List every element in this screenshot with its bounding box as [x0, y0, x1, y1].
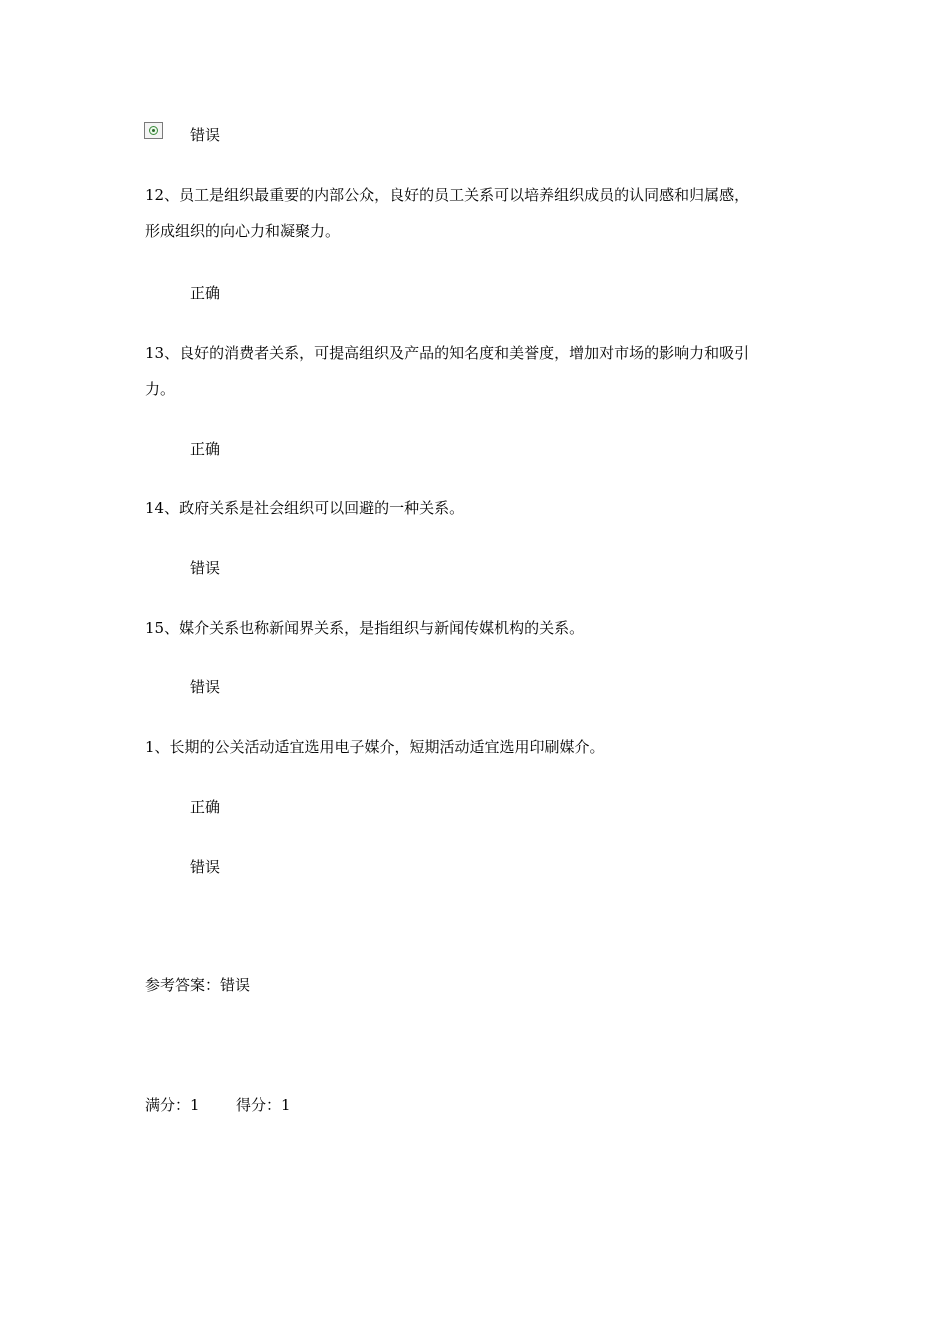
radio-dot — [152, 129, 155, 132]
radio-selected-icon[interactable] — [144, 122, 163, 139]
question-12-line-2: 形成组织的向心力和凝聚力。 — [145, 222, 341, 240]
question-13-line-2: 力。 — [145, 380, 176, 398]
question-1-option-correct[interactable]: 正确 — [190, 798, 221, 816]
question-1-option-incorrect[interactable]: 错误 — [190, 858, 221, 876]
question-12-line-1: 12、员工是组织最重要的内部公众，良好的员工关系可以培养组织成员的认同感和归属感， — [145, 186, 750, 204]
reference-answer: 参考答案：错误 — [145, 976, 251, 994]
full-score: 满分：1 — [145, 1096, 200, 1114]
question-14-option[interactable]: 错误 — [190, 559, 221, 577]
question-12-option[interactable]: 正确 — [190, 284, 221, 302]
question-15-option[interactable]: 错误 — [190, 678, 221, 696]
question-1-line-1: 1、长期的公关活动适宜选用电子媒介，短期活动适宜选用印刷媒介。 — [145, 738, 605, 756]
obtained-score: 得分：1 — [236, 1096, 291, 1114]
option-incorrect[interactable]: 错误 — [190, 126, 221, 144]
question-13-line-1: 13、良好的消费者关系，可提高组织及产品的知名度和美誉度，增加对市场的影响力和吸引 — [145, 344, 750, 362]
question-13-option[interactable]: 正确 — [190, 440, 221, 458]
question-15-line-1: 15、媒介关系也称新闻界关系，是指组织与新闻传媒机构的关系。 — [145, 619, 585, 637]
question-14-line-1: 14、政府关系是社会组织可以回避的一种关系。 — [145, 499, 465, 517]
